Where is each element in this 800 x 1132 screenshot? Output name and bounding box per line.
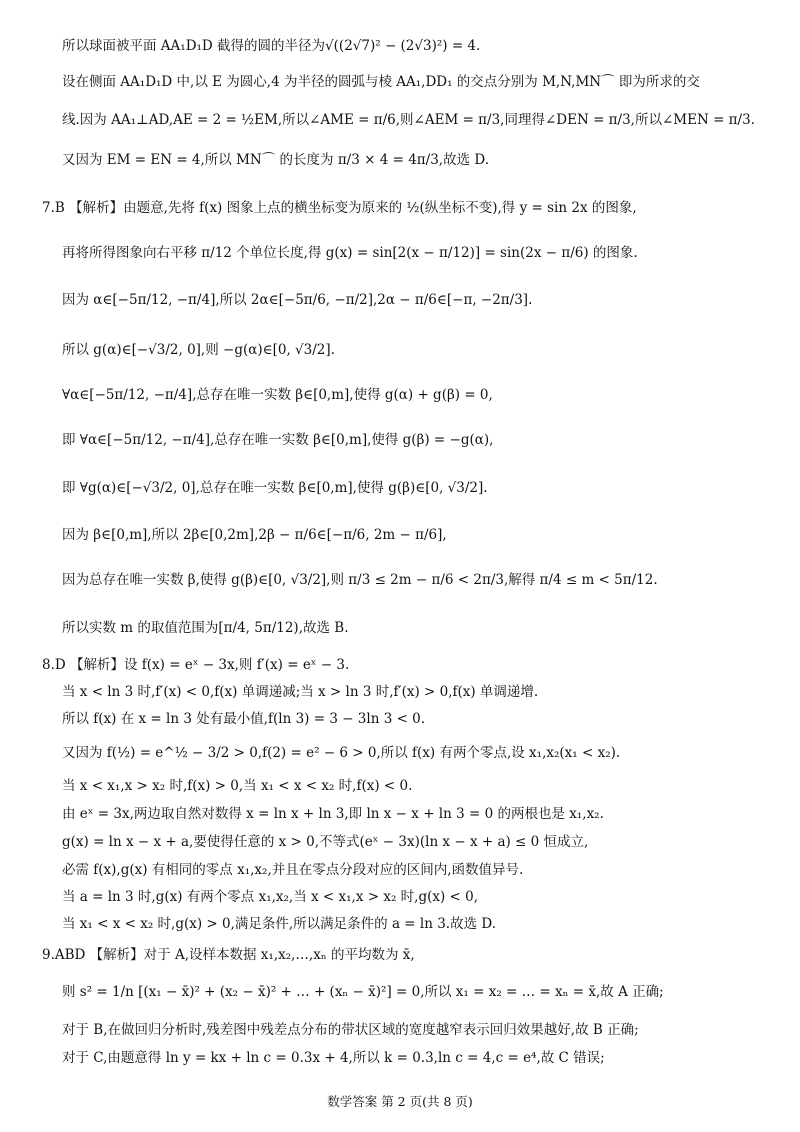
text-line: 对于 C,由题意得 ln y = kx + ln c = 0.3x + 4,所以 k = 0.3,ln c = 4,c = e⁴,故 C 错误; bbox=[62, 1050, 605, 1066]
text-line: 所以实数 m 的取值范围为[π/4, 5π/12),故选 B. bbox=[62, 620, 349, 636]
text-line: 当 x < x₁,x > x₂ 时,f(x) > 0,当 x₁ < x < x₂ 时,f(x) < 0. bbox=[62, 778, 413, 794]
text-line: 因为总存在唯一实数 β,使得 g(β)∈[0, √3/2],则 π/3 ≤ 2m − π/6 < 2π/3,解得 π/4 ≤ m < 5π/12. bbox=[62, 572, 658, 588]
text-line: 设在侧面 AA₁D₁D 中,以 E 为圆心,4 为半径的圆弧与棱 AA₁,DD₁ 的交点分别为 M,N,MN⌒ 即为所求的交 bbox=[62, 74, 700, 90]
text-line: g(x) = ln x − x + a,要使得任意的 x > 0,不等式(eˣ − 3x)(ln x − x + a) ≤ 0 恒成立, bbox=[62, 834, 589, 850]
text-line: 又因为 EM = EN = 4,所以 MN⌒ 的长度为 π/3 × 4 = 4π/3,故选 D. bbox=[62, 152, 490, 168]
text-line: 当 x₁ < x < x₂ 时,g(x) > 0,满足条件,所以满足条件的 a = ln 3.故选 D. bbox=[62, 916, 497, 932]
text-line: 因为 α∈[−5π/12, −π/4],所以 2α∈[−5π/6, −π/2],2α − π/6∈[−π, −2π/3]. bbox=[62, 292, 533, 308]
text-line: 必需 f(x),g(x) 有相同的零点 x₁,x₂,并且在零点分段对应的区间内,函数值异号. bbox=[62, 862, 524, 878]
text-line: 当 a = ln 3 时,g(x) 有两个零点 x₁,x₂,当 x < x₁,x > x₂ 时,g(x) < 0, bbox=[62, 889, 479, 905]
text-line: 对于 B,在做回归分析时,残差图中残差点分布的带状区域的宽度越窄表示回归效果越好,故 B 正确; bbox=[62, 1022, 639, 1038]
text-line: 由 eˣ = 3x,两边取自然对数得 x = ln x + ln 3,即 ln x − x + ln 3 = 0 的两根也是 x₁,x₂. bbox=[62, 806, 604, 822]
text-line: 所以 f(x) 在 x = ln 3 处有最小值,f(ln 3) = 3 − 3ln 3 < 0. bbox=[62, 711, 426, 727]
text-line: 再将所得图象向右平移 π/12 个单位长度,得 g(x) = sin[2(x − π/12)] = sin(2x − π/6) 的图象. bbox=[62, 245, 638, 261]
solution-heading-8: 8.D 【解析】设 f(x) = eˣ − 3x,则 f′(x) = eˣ − 3. bbox=[42, 657, 350, 673]
solution-heading-7: 7.B 【解析】由题意,先将 f(x) 图象上点的横坐标变为原来的 ½(纵坐标不变),得 y = sin 2x 的图象, bbox=[42, 200, 637, 216]
text-line: 所以球面被平面 AA₁D₁D 截得的圆的半径为√((2√7)² − (2√3)²) = 4. bbox=[62, 38, 481, 54]
text-line: 因为 β∈[0,m],所以 2β∈[0,2m],2β − π/6∈[−π/6, 2m − π/6], bbox=[62, 527, 447, 543]
text-line: 当 x < ln 3 时,f′(x) < 0,f(x) 单调递减;当 x > ln 3 时,f′(x) > 0,f(x) 单调递增. bbox=[62, 684, 539, 700]
text-line: 所以 g(α)∈[−√3/2, 0],则 −g(α)∈[0, √3/2]. bbox=[62, 342, 335, 358]
solution-heading-9: 9.ABD 【解析】对于 A,设样本数据 x₁,x₂,…,xₙ 的平均数为 x̄, bbox=[42, 947, 415, 963]
text-line: 则 s² = 1/n [(x₁ − x̄)² + (x₂ − x̄)² + … + (xₙ − x̄)²] = 0,所以 x₁ = x₂ = … = xₙ = x̄,故 A 正确; bbox=[62, 984, 664, 1000]
text-line: 线.因为 AA₁⊥AD,AE = 2 = ½EM,所以∠AME = π/6,则∠AEM = π/3,同理得∠DEN = π/3,所以∠MEN = π/3. bbox=[62, 112, 755, 128]
text-line: 即 ∀α∈[−5π/12, −π/4],总存在唯一实数 β∈[0,m],使得 g(β) = −g(α), bbox=[62, 432, 494, 448]
text-line: 即 ∀g(α)∈[−√3/2, 0],总存在唯一实数 β∈[0,m],使得 g(β)∈[0, √3/2]. bbox=[62, 480, 488, 496]
text-line: 又因为 f(½) = e^½ − 3/2 > 0,f(2) = e² − 6 > 0,所以 f(x) 有两个零点,设 x₁,x₂(x₁ < x₂). bbox=[62, 745, 621, 761]
page-footer: 数学答案 第 2 页(共 8 页) bbox=[327, 1094, 473, 1109]
text-line: ∀α∈[−5π/12, −π/4],总存在唯一实数 β∈[0,m],使得 g(α) + g(β) = 0, bbox=[62, 387, 493, 403]
